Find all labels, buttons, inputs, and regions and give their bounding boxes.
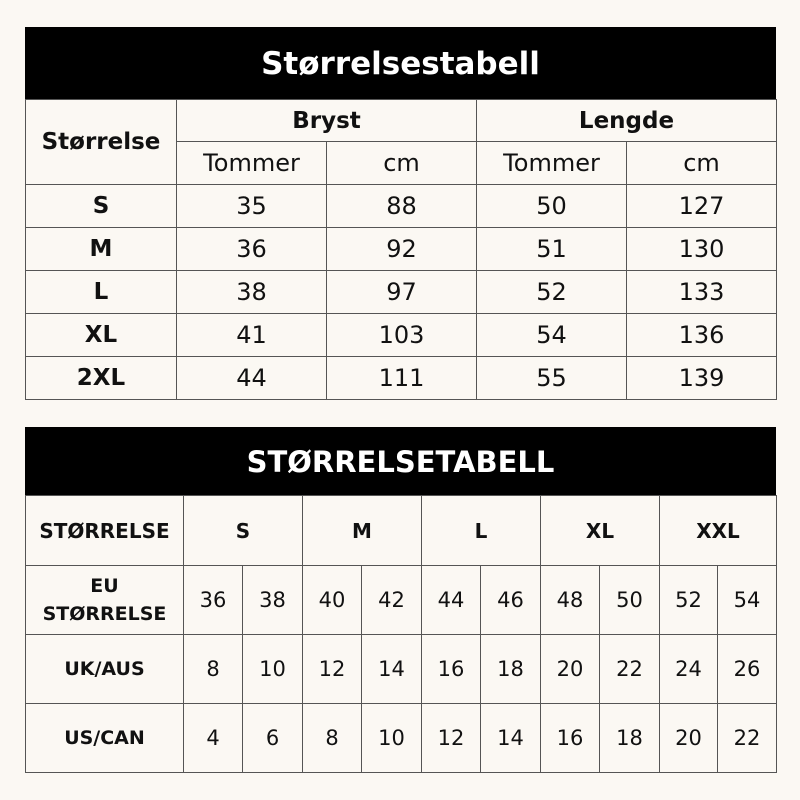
table-cell: 41 — [177, 314, 327, 357]
unit-header: Tommer — [477, 142, 627, 185]
table-row — [26, 635, 777, 704]
table-row — [26, 314, 777, 357]
row-label — [26, 566, 184, 635]
table-cell: 40 — [303, 566, 362, 635]
row-label-line: STØRRELSE — [42, 603, 167, 625]
size-column-header: Størrelse — [26, 100, 177, 185]
table-cell: 50 — [600, 566, 660, 635]
table-cell: 54 — [718, 566, 777, 635]
table-row — [26, 228, 777, 271]
table-cell: 136 — [627, 314, 777, 357]
unit-header: Tommer — [177, 142, 327, 185]
size-label: 2XL — [26, 357, 177, 400]
table-cell: 103 — [327, 314, 477, 357]
table-cell: 130 — [627, 228, 777, 271]
table-cell: 38 — [243, 566, 303, 635]
table-cell: 36 — [177, 228, 327, 271]
table-cell: 8 — [303, 704, 362, 773]
row-label-line: EU — [90, 574, 119, 597]
table-cell: 133 — [627, 271, 777, 314]
table-cell: 24 — [660, 635, 718, 704]
table-cell: 55 — [477, 357, 627, 400]
table-cell: 14 — [362, 635, 422, 704]
chart-title: Størrelsestabell — [25, 27, 776, 99]
group-header-chest: Bryst — [177, 100, 477, 142]
table-cell: 20 — [660, 704, 718, 773]
table-cell: 4 — [184, 704, 243, 773]
table-cell: 36 — [184, 566, 243, 635]
table-cell: 88 — [327, 185, 477, 228]
table-row — [26, 185, 777, 228]
unit-header: cm — [327, 142, 477, 185]
table-cell: 35 — [177, 185, 327, 228]
table-cell: 97 — [327, 271, 477, 314]
table-cell: 139 — [627, 357, 777, 400]
table-cell: 20 — [541, 635, 600, 704]
size-header-row — [26, 496, 777, 566]
table-cell: 14 — [481, 704, 541, 773]
table-cell: 52 — [660, 566, 718, 635]
table-cell: 26 — [718, 635, 777, 704]
size-label: M — [26, 228, 177, 271]
table-row — [26, 357, 777, 400]
table-cell: 16 — [422, 635, 481, 704]
table-cell: 10 — [243, 635, 303, 704]
table-cell: 10 — [362, 704, 422, 773]
size-header: XL — [541, 496, 660, 566]
chart-title: STØRRELSETABELL — [25, 427, 776, 495]
table-row — [26, 566, 777, 635]
unit-header: cm — [627, 142, 777, 185]
table-cell: 16 — [541, 704, 600, 773]
table-cell: 22 — [600, 635, 660, 704]
row-label — [26, 704, 184, 773]
size-header: L — [422, 496, 541, 566]
table-cell: 54 — [477, 314, 627, 357]
size-label: L — [26, 271, 177, 314]
table-cell: 44 — [177, 357, 327, 400]
group-header-length: Lengde — [477, 100, 777, 142]
size-header: XXL — [660, 496, 777, 566]
table-row — [26, 271, 777, 314]
table-cell: 48 — [541, 566, 600, 635]
table-cell: 6 — [243, 704, 303, 773]
table-cell: 8 — [184, 635, 243, 704]
table-cell: 127 — [627, 185, 777, 228]
table-cell: 92 — [327, 228, 477, 271]
size-chart-measurements — [25, 27, 776, 400]
table-cell: 18 — [600, 704, 660, 773]
table-cell: 12 — [422, 704, 481, 773]
group-header-row — [26, 100, 777, 142]
table-cell: 42 — [362, 566, 422, 635]
table-cell: 52 — [477, 271, 627, 314]
size-label: S — [26, 185, 177, 228]
size-header: M — [303, 496, 422, 566]
table-cell: 44 — [422, 566, 481, 635]
measurement-table — [25, 99, 777, 400]
table-row — [26, 704, 777, 773]
row-label-line: UK/AUS — [64, 657, 145, 680]
row-label-line: US/CAN — [64, 726, 145, 749]
size-chart-conversion — [25, 427, 776, 773]
conversion-table — [25, 495, 777, 773]
table-cell: 51 — [477, 228, 627, 271]
table-cell: 46 — [481, 566, 541, 635]
size-column-header: STØRRELSE — [26, 496, 184, 566]
table-cell: 22 — [718, 704, 777, 773]
table-cell: 38 — [177, 271, 327, 314]
size-header: S — [184, 496, 303, 566]
row-label — [26, 635, 184, 704]
size-label: XL — [26, 314, 177, 357]
table-cell: 111 — [327, 357, 477, 400]
table-cell: 18 — [481, 635, 541, 704]
table-cell: 12 — [303, 635, 362, 704]
table-cell: 50 — [477, 185, 627, 228]
